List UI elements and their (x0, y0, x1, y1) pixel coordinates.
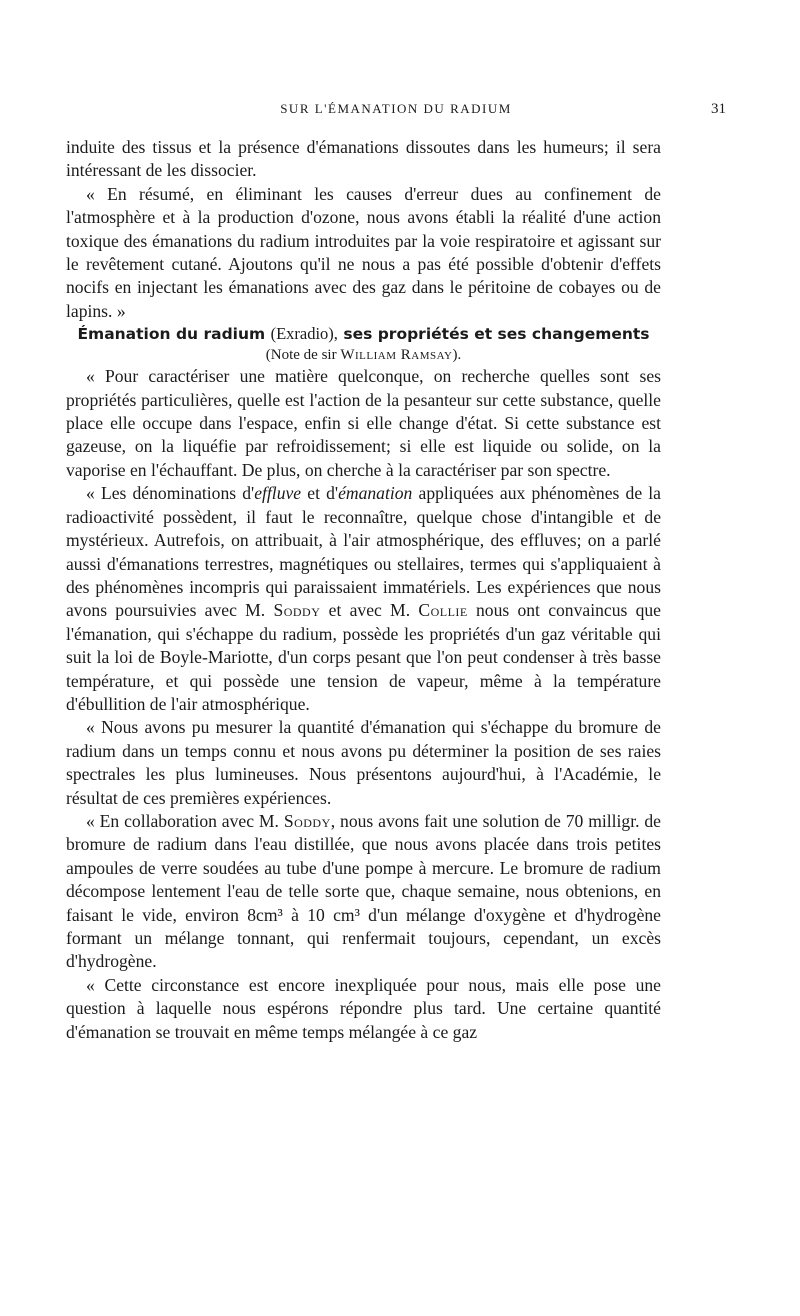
note-prefix: (Note de sir (265, 347, 337, 364)
paragraph-properties: « Pour caractériser une matière quelconque, on recherche quelles sont ses propriétés particulières, quelle est l'action de la pesanteur sur cette substance, quelle place elle occupe dans l'espace, enfin si elle change d'état. Si cette substance est gazeuse, on la liquéfie par refroidissement; si elle est liquide ou solide, on la vaporise en l'échauffant. De plus, on cherche à la caractériser par son spectre. (66, 366, 661, 480)
section-title-main: Émanation du radium (77, 325, 266, 344)
paragraph-circumstance: « Cette circonstance est encore inexpliquée pour nous, mais elle pose une question à laquelle nous espérons répondre plus tard. Une certaine quantité d'émanation se trouvait en même temps mélangée à ce gaz (66, 974, 661, 1042)
section-title (66, 323, 661, 345)
paragraph-continued: induite des tissus et la présence d'émanations dissoutes dans les humeurs; il sera intéressant de les dissocier. (66, 137, 661, 181)
section-title-parenthetical: (Exradio), (270, 324, 338, 344)
body-text (66, 136, 661, 1044)
paragraph-summary: « En résumé, en éliminant les causes d'erreur dues au confinement de l'atmosphère et à la production d'ozone, nous avons établi la réalité d'une action toxique des émanations du radium introduites par la voie respiratoire et agissant sur le revêtement cutané. Ajoutons qu'il ne nous a pas été possible d'obtenir d'effets nocifs en injectant les émanations avec des gaz dans le péritoine de cobayes ou de lapins. » (66, 183, 661, 321)
paragraph-collaboration: « En collaboration avec M. Soddy, nous avons fait une solution de 70 milligr. de bromure de radium dans l'eau distillée, que nous avons placée dans trois petites ampoules de verre soudées au tube d'une pompe à mercure. Le bromure de radium décompose lentement l'eau de telle sorte que, chaque semaine, nous obtenions, en faisant le vide, environ 8cm³ à 10 cm³ d'un mélange d'oxygène et d'hydrogène formant un mélange tonnant, qui renfermait toujours, cependant, un excès d'hydrogène. (66, 810, 661, 972)
name-collie: Collie (418, 600, 468, 621)
paragraph-measurement: « Nous avons pu mesurer la quantité d'émanation qui s'échappe du bromure de radium dans un temps connu et nous avons pu déterminer la position de ses raies spectrales les plus lumineuses. Nous présentons aujourd'hui, à l'Académie, le résultat de ces premières expériences. (66, 717, 661, 808)
page-number: 31 (711, 101, 726, 117)
paragraph-denominations: « Les dénominations d'effluve et d'émanation appliquées aux phénomènes de la radioactivité possèdent, il faut le reconnaître, quelque chose d'intangible et de mystérieux. Autrefois, on attribuait, à l'air atmosphérique, des effluves; on a parlé aussi d'émanations terrestres, magnétiques ou stellaires, termes qui s'appliquaient à des phénomènes incompris qui paraissaient immatériels. Les expériences que nous avons poursuivies avec M. Soddy et avec M. Collie nous ont convaincus que l'émanation, qui s'échappe du radium, possède les propriétés d'un gaz véritable qui suit la loi de Boyle-Mariotte, d'un corps pesant que l'on peut condenser à très basse température, et qui possède une tension de vapeur, même à la température d'ébullition de l'air atmosphérique. (66, 483, 661, 714)
section-note (66, 345, 661, 365)
note-author: William Ramsay (340, 347, 453, 364)
term-effluve: effluve (254, 483, 302, 504)
running-title: SUR L'ÉMANATION DU RADIUM (280, 101, 512, 116)
section-title-rest: ses propriétés et ses changements (343, 325, 650, 344)
name-soddy: Soddy (273, 600, 321, 621)
note-suffix: ). (452, 347, 462, 364)
term-emanation: émanation (338, 483, 413, 504)
name-soddy-2: Soddy (283, 810, 331, 831)
running-header (66, 101, 726, 123)
